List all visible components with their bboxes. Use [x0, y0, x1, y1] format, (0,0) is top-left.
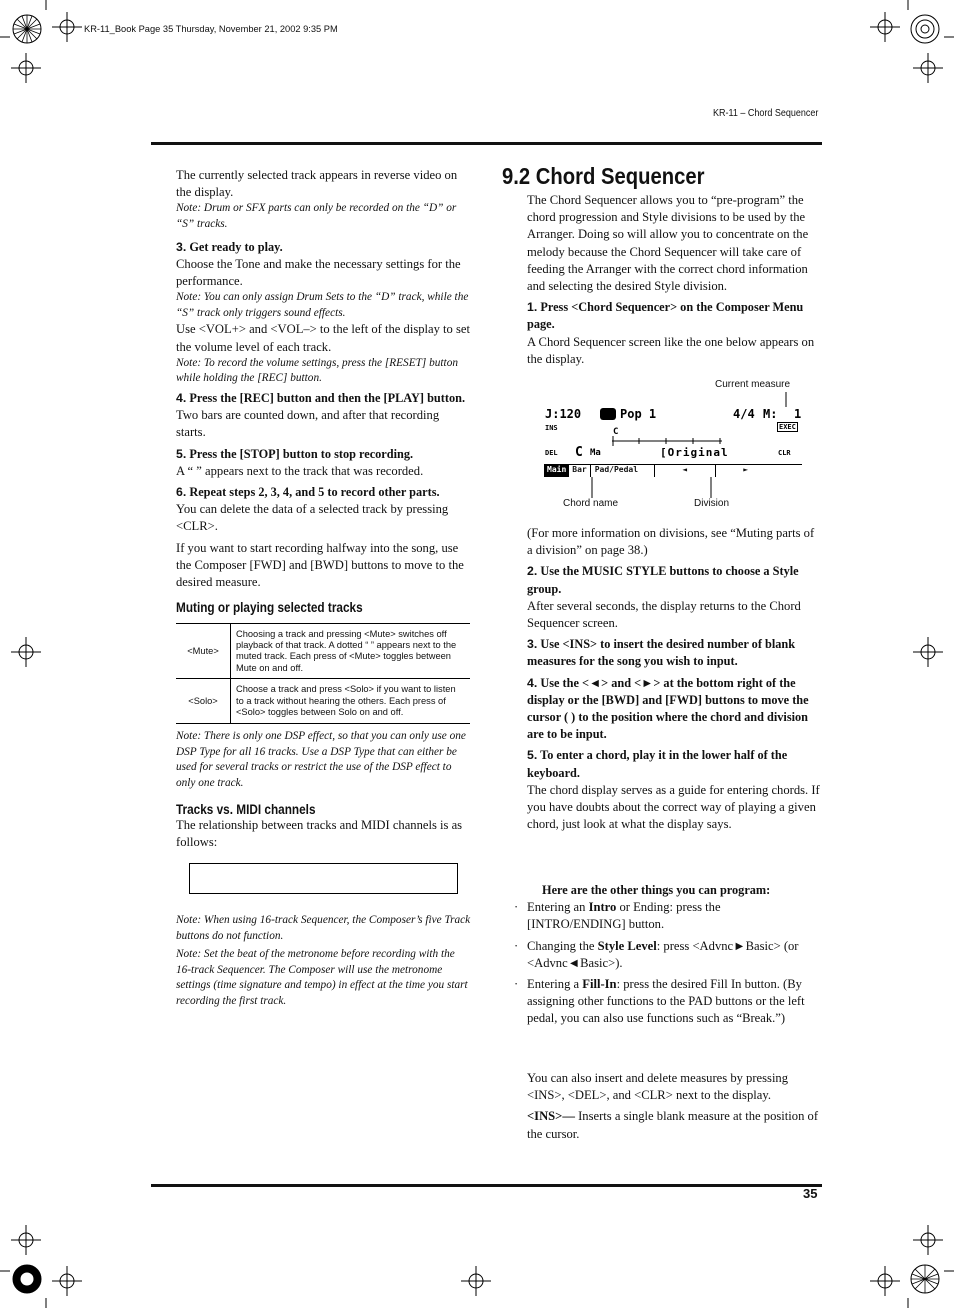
label-division: Division: [694, 498, 730, 509]
step-number: 5.: [176, 446, 187, 461]
lcd-ruler-chord: C: [613, 427, 619, 437]
note: Note: You can only assign Drum Sets to the “D” track, while the “S” track only triggers sound effects.: [176, 291, 469, 319]
step-number: 1.: [527, 300, 538, 315]
step-body: A “ ” appears next to the track that was recorded.: [176, 463, 424, 478]
step-title: Repeat steps 2, 3, 4, and 5 to record other parts.: [189, 485, 440, 499]
step-title: Use <INS> to insert the desired number of blank measures for the song you wish to input.: [527, 637, 796, 669]
step-number: 4.: [527, 675, 538, 690]
section-heading: Muting or playing selected tracks: [176, 600, 363, 616]
list-item: · Changing the Style Level: press <Advnc►Basic> (or <Advnc◄Basic>).: [514, 938, 799, 970]
page-number: 35: [803, 1186, 818, 1201]
step-title: Use the <◄> and <►> at the bottom right of the display or the [BWD] and [FWD] buttons to move the cursor ( ) to the position where the chord and division are to be input.: [527, 675, 809, 742]
right-column-other: [514, 882, 821, 1028]
list-item: · Entering an Intro or Ending: press the [INTRO/ENDING] button.: [514, 900, 721, 932]
lcd-clr-button[interactable]: CLR: [778, 449, 791, 457]
right-column-top: [527, 192, 821, 368]
paragraph: Use <VOL+> and <VOL–> to the left of the display to set the volume level of each track.: [176, 322, 470, 354]
section-heading: Tracks vs. MIDI channels: [176, 801, 316, 817]
tab-bar[interactable]: Bar: [569, 465, 590, 477]
ins-definition: <INS>— Inserts a single blank measure at the position of the cursor.: [527, 1109, 819, 1141]
step-title: Get ready to play.: [189, 239, 283, 254]
bottom-rule: [151, 1184, 822, 1187]
midi-table-placeholder: [189, 863, 458, 894]
lcd-chord: C: [575, 445, 583, 460]
lcd-chord-suffix: Ma: [590, 448, 601, 458]
paragraph: The Chord Sequencer allows you to “pre-program” the chord progression and Style divisions to be used by the Arranger. Doing so will allow you to concentrate on the melody because the Chord Sequencer will take care of feeding the Arranger with the correct chord information and selecting the desired Style division.: [527, 193, 809, 294]
right-column-bottom: [527, 525, 821, 833]
step-body: The chord display serves as a guide for entering chords. If you have doubts about the correct way of playing a given chord, just look at what the display says.: [527, 782, 820, 832]
running-header: KR-11 – Chord Sequencer: [713, 108, 819, 119]
step-number: 5.: [527, 748, 538, 763]
step-3: [176, 239, 471, 256]
note-icon: [600, 408, 616, 420]
step-title: Press <Chord Sequencer> on the Composer Menu page.: [527, 300, 804, 332]
step-1: [527, 299, 821, 333]
lcd-ruler: [612, 436, 722, 446]
label-current-measure: Current measure: [715, 379, 791, 390]
step-body: Two bars are counted down, and after that recording starts.: [176, 408, 440, 440]
step-6: [176, 484, 471, 501]
step-2: [527, 563, 821, 597]
step-title: Press the [REC] button and then the [PLAY] button.: [189, 390, 466, 405]
other-heading: Here are the other things you can program:: [542, 883, 771, 897]
paragraph: (For more information on divisions, see “Muting parts of a division” on page 38.): [527, 526, 815, 558]
table-desc: Choosing a track and pressing <Mute> switches off playback of that track. A dotted “ ” appears next to the muted track. Each press of <Mute> toggles between Mute on and off.: [236, 628, 457, 673]
step-5: [176, 446, 471, 463]
lcd-measure: 1: [794, 407, 802, 421]
step-number: 6.: [176, 485, 187, 499]
lcd-beat: 4/4: [733, 407, 755, 421]
label-chord-name: Chord name: [563, 498, 619, 509]
table-row: [176, 679, 470, 724]
step-body: You can delete the data of a selected track by pressing <CLR>.: [176, 502, 449, 534]
step-number: 2.: [527, 564, 538, 579]
step-4: [176, 390, 471, 407]
note: Note: Drum or SFX parts can only be recorded on the “D” or “S” tracks.: [176, 202, 457, 230]
table-key: <Mute>: [176, 624, 231, 679]
list-item: · Entering a Fill-In: press the desired Fill In button. (By assigning other functions to the PAD buttons or the left pedal, you can also use functions such as “Break.”): [514, 977, 805, 1026]
table-desc: Choose a track and press <Solo> if you want to listen to a track without hearing the others. Each press of <Solo> toggles between Solo on and off.: [236, 684, 456, 717]
step-4: [527, 675, 821, 744]
step-title: To enter a chord, play it in the lower half of the keyboard.: [527, 748, 788, 780]
step-title: Use the MUSIC STYLE buttons to choose a Style group.: [527, 564, 799, 596]
tab-main[interactable]: Main: [544, 465, 569, 477]
section-title: 9.2 Chord Sequencer: [502, 163, 705, 189]
mute-solo-table: [176, 623, 470, 724]
step-number: 3.: [176, 239, 187, 254]
paragraph: The currently selected track appears in reverse video on the display.: [176, 168, 458, 200]
lcd-style: Pop 1: [620, 407, 657, 421]
lcd-screen: [544, 407, 802, 477]
lcd-ins-button[interactable]: INS: [545, 424, 558, 432]
paragraph: The relationship between tracks and MIDI channels is as follows:: [176, 817, 463, 849]
tab-pad-pedal[interactable]: Pad/Pedal: [591, 465, 655, 477]
lcd-tempo: J:120: [545, 407, 582, 421]
paragraph: You can also insert and delete measures by pressing <INS>, <DEL>, and <CLR> next to the display.: [527, 1071, 789, 1103]
step-body: A Chord Sequencer screen like the one below appears on the display.: [527, 334, 815, 366]
lcd-tab-bar: [544, 464, 802, 477]
right-column-end: [527, 1070, 821, 1143]
note: Note: There is only one DSP effect, so that you can only use one DSP Type for all 16 tracks. Use a DSP Type that can either be used for several tracks or restrict the use of the DSP effect to only one track.: [176, 730, 466, 789]
table-row: [176, 624, 470, 679]
step-number: 3.: [527, 637, 538, 652]
tab-left-arrow[interactable]: ◄: [655, 465, 716, 477]
note: Note: When using 16-track Sequencer, the Composer’s five Track buttons do not function.: [176, 914, 471, 942]
note: Note: Set the beat of the metronome before recording with the 16-track Sequencer. The Composer will use the metronome settings (time signature and tempo) in effect at the time you start recording the first track.: [176, 948, 468, 1007]
table-key: <Solo>: [176, 679, 231, 724]
step-title: Press the [STOP] button to stop recording.: [189, 446, 414, 461]
paragraph: If you want to start recording halfway into the song, use the Composer [FWD] and [BWD] buttons to move to the desired measure.: [176, 540, 464, 590]
left-column: [176, 167, 471, 1010]
step-body: After several seconds, the display returns to the Chord Sequencer screen.: [527, 598, 801, 631]
note: Note: To record the volume settings, press the [RESET] button while holding the [REC] button.: [176, 356, 458, 385]
lcd-del-button[interactable]: DEL: [545, 449, 558, 457]
lcd-measure-label: M:: [763, 407, 778, 421]
lcd-exec-button[interactable]: EXEC: [779, 423, 796, 431]
step-3: [527, 636, 821, 670]
step-body: Choose the Tone and make the necessary settings for the performance.: [176, 256, 461, 288]
step-number: 4.: [176, 390, 187, 405]
print-info: KR-11_Book Page 35 Thursday, November 21, 2002 9:35 PM: [84, 24, 338, 34]
top-rule: [151, 142, 822, 145]
tab-right-arrow[interactable]: ►: [743, 465, 749, 474]
lcd-division: [Original: [660, 446, 729, 459]
step-5: [527, 747, 821, 781]
